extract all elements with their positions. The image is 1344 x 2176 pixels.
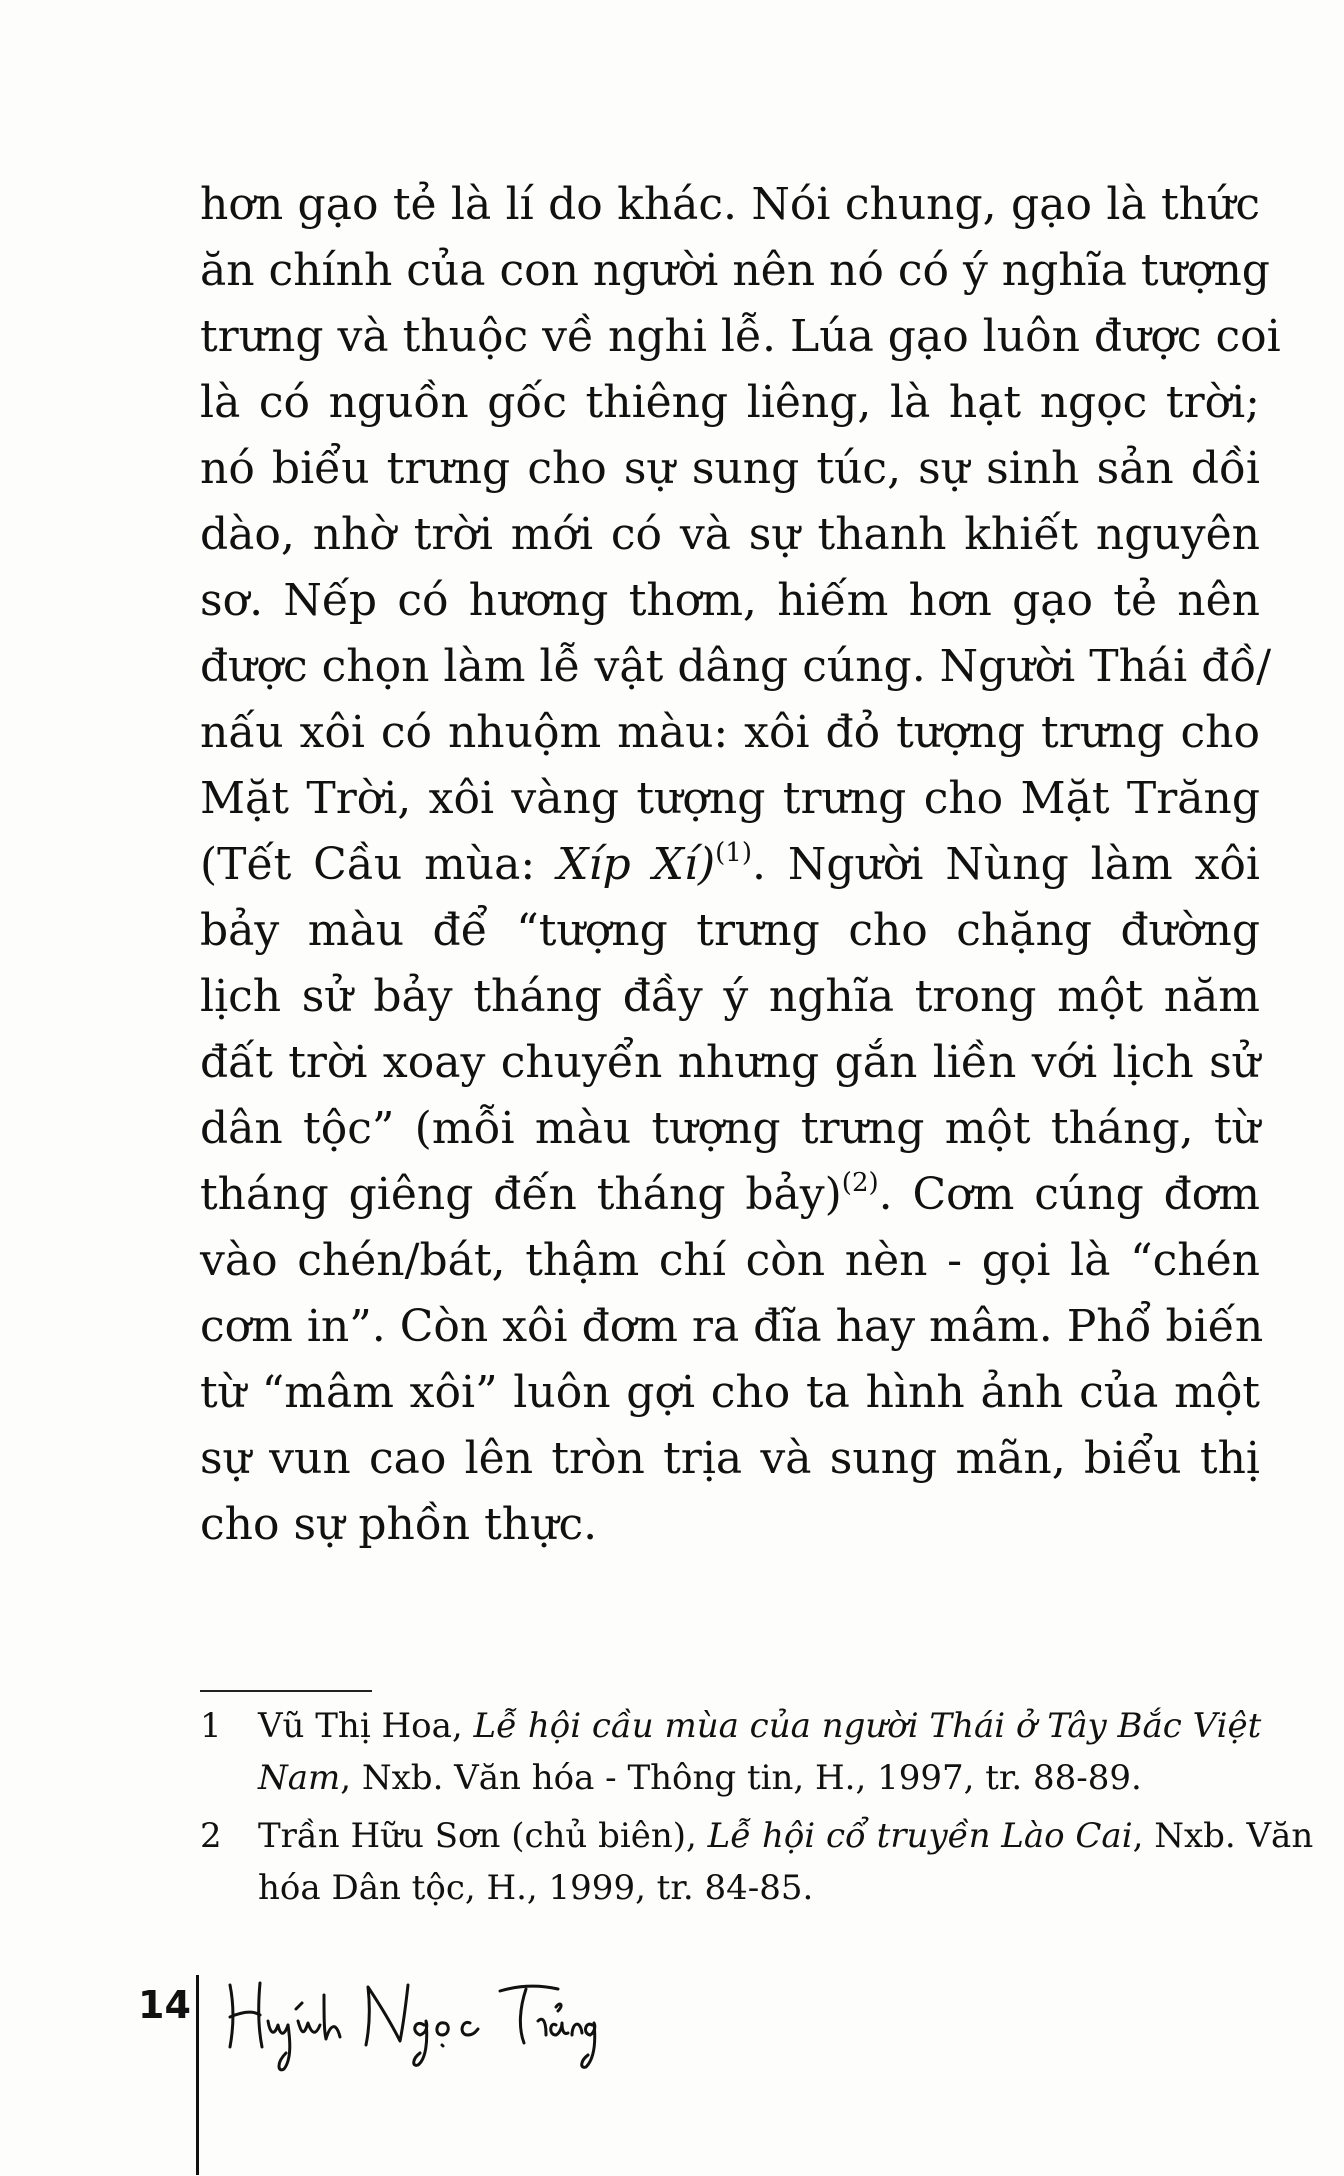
text-line: sự vun cao lên tròn trịa và sung mãn, biểu thị	[200, 1433, 1260, 1484]
footnote-title: Lễ hội cổ truyền Lào Cai	[707, 1816, 1133, 1856]
text-line: Mặt Trời, xôi vàng tượng trưng cho Mặt Trăng	[200, 773, 1260, 824]
text-fragment: tháng giêng đến tháng bảy)	[200, 1169, 842, 1220]
italic-term: Xíp Xí)	[557, 839, 716, 890]
footnote-text	[258, 1810, 1314, 1914]
text-line: dào, nhờ trời mới có và sự thanh khiết nguyên	[200, 509, 1260, 560]
footnote-line	[258, 1810, 1314, 1862]
footnote-2	[200, 1810, 1314, 1914]
text-line: trưng và thuộc về nghi lễ. Lúa gạo luôn được coi	[200, 311, 1281, 362]
footnote-line: hóa Dân tộc, H., 1999, tr. 84-85.	[258, 1868, 814, 1908]
footnote-ref-1: (1)	[715, 838, 752, 868]
text-line-with-footnote-1	[200, 832, 1260, 898]
text-line: cơm in”. Còn xôi đơm ra đĩa hay mâm. Phổ biến	[200, 1301, 1264, 1352]
footnote-title: Lễ hội cầu mùa của người Thái ở Tây Bắc Việt	[473, 1706, 1262, 1746]
text-line: đất trời xoay chuyển nhưng gắn liền với lịch sử	[200, 1037, 1260, 1088]
footnote-separator	[200, 1690, 372, 1692]
text-line: sơ. Nếp có hương thơm, hiếm hơn gạo tẻ nên	[200, 575, 1260, 626]
text-line: nấu xôi có nhuộm màu: xôi đỏ tượng trưng cho	[200, 707, 1260, 758]
footnote-publication: , Nxb. Văn	[1132, 1816, 1314, 1856]
footnote-line	[258, 1700, 1260, 1752]
footnote-ref-2: (2)	[841, 1168, 879, 1198]
text-line: ăn chính của con người nên nó có ý nghĩa tượng	[200, 245, 1270, 296]
text-fragment: . Người Nùng làm xôi	[752, 839, 1260, 890]
footnote-author: Trần Hữu Sơn (chủ biên),	[258, 1816, 708, 1856]
text-line: từ “mâm xôi” luôn gợi cho ta hình ảnh của một	[200, 1367, 1260, 1418]
footnote-line	[258, 1752, 1260, 1804]
footnote-number: 1	[200, 1706, 222, 1746]
footnotes	[200, 1700, 1314, 1920]
footnote-title: Nam	[258, 1758, 341, 1798]
text-line: dân tộc” (mỗi màu tượng trưng một tháng, từ	[200, 1103, 1260, 1154]
footnote-number: 2	[200, 1816, 222, 1856]
footnote-text	[258, 1700, 1260, 1804]
text-line: là có nguồn gốc thiêng liêng, là hạt ngọc trời;	[200, 377, 1260, 428]
author-signature	[220, 1955, 600, 2075]
text-line: nó biểu trưng cho sự sung túc, sự sinh sản dồi	[200, 443, 1260, 494]
page-number: 14	[138, 1983, 191, 2027]
footnote-author: Vũ Thị Hoa,	[258, 1706, 474, 1746]
text-line: được chọn làm lễ vật dâng cúng. Người Thái đồ/	[200, 641, 1272, 692]
text-fragment: (Tết Cầu mùa:	[200, 839, 558, 890]
footnote-publication: , Nxb. Văn hóa - Thông tin, H., 1997, tr. 88-89.	[340, 1758, 1142, 1798]
text-line: vào chén/bát, thậm chí còn nèn - gọi là “chén	[200, 1235, 1260, 1286]
text-line: lịch sử bảy tháng đầy ý nghĩa trong một năm	[200, 971, 1260, 1022]
text-line: bảy màu để “tượng trưng cho chặng đường	[200, 905, 1260, 956]
footnote-1	[200, 1700, 1260, 1804]
folio-divider	[196, 1975, 199, 2175]
body-paragraph	[200, 172, 1281, 1558]
text-line: hơn gạo tẻ là lí do khác. Nói chung, gạo là thức	[200, 179, 1260, 230]
text-line-final: cho sự phồn thực.	[200, 1499, 598, 1550]
text-line-with-footnote-2	[200, 1162, 1260, 1228]
text-fragment: . Cơm cúng đơm	[878, 1169, 1260, 1220]
